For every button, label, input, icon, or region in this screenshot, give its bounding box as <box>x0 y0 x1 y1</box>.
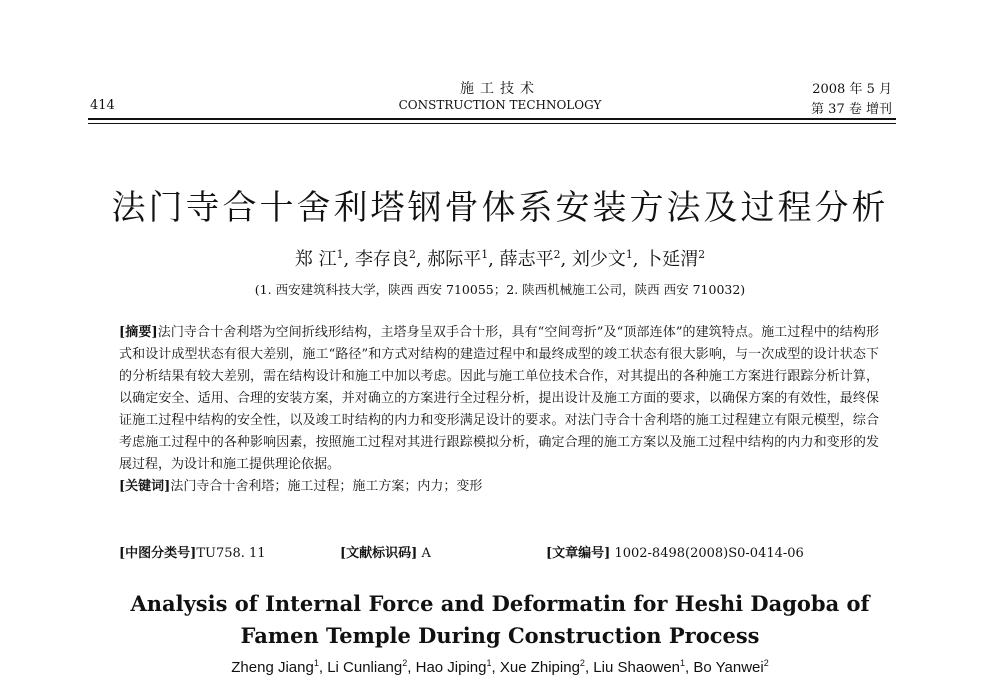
issue-date: 2008 年 5 月 <box>812 82 892 97</box>
header-rule-thick <box>88 118 896 120</box>
author-cn: 郑 江 <box>294 249 337 270</box>
author-en: Hao Jiping <box>415 659 487 676</box>
author-affil-mark: 2 <box>763 658 769 668</box>
keywords-text: 法门寺合十舍利塔；施工过程；施工方案；内力；变形 <box>170 479 483 494</box>
author-affil-mark: 1 <box>336 248 344 261</box>
paper-title-cn: 法门寺合十舍利塔钢骨体系安装方法及过程分析 <box>111 188 889 228</box>
author-list-cn: 郑 江$^1$, 李存良$^2$, 郝际平$^1$, 薛志平$^2$, 刘少文$^1$, 卜延渭$^2$ <box>294 248 706 270</box>
author-affil-mark: 2 <box>408 248 416 261</box>
author-affil-mark: 1 <box>680 658 686 668</box>
author-cn: 刘少文 <box>571 249 626 270</box>
abstract-label: [摘要] <box>119 325 158 340</box>
author-en: Liu Shaowen <box>593 659 681 676</box>
paper-title-en-line1: Analysis of Internal Force and Deformatin for Heshi Dagoba of <box>130 591 870 616</box>
abstract-text: 法门寺合十舍利塔为空间折线形结构，主塔身呈双手合十形，具有“空间弯折”及“顶部连体”的建筑特点。施工过程中的结构形式和设计成型状态有很大差别，施工“路径”和方式对结构的建造过程中和最终成型的竣工状态有很大影响，与一次成型的设计状态下的分析结果有较大差别，需在结构设计和施工中加以考虑。因此与施工单位技术合作，对其提出的各种施工方案进行跟踪分析计算，以确定安全、适用、合理的安装方案，并对确立的方案进行全过程分析，提出设计及施工方面的要求，以确保方案的有效性，最终保证施工过程中结构的安全性，以及竣工时结构的内力和变形满足设计的要求。对法门寺合十舍利塔的施工过程建立有限元模型，综合考虑施工过程中的各种影响因素，按照施工过程对其进行跟踪模拟分析，确定合理的施工方案以及施工过程中结构的内力和变形的发展过程，为设计和施工提供理论依据。 <box>119 325 879 472</box>
author-affil-mark: 1 <box>481 248 489 261</box>
doc-code-group <box>340 542 431 561</box>
article-no-value: 1002-8498(2008)S0-0414-06 <box>614 546 804 561</box>
author-affil-mark: 1 <box>486 658 492 668</box>
author-en: Li Cunliang <box>327 659 403 676</box>
author-affil-mark: 2 <box>402 658 408 668</box>
abstract <box>119 322 879 498</box>
author-en: Zheng Jiang <box>231 659 314 676</box>
volume-issue: 第 37 卷 增刊 <box>811 102 892 117</box>
author-cn: 郝际平 <box>427 249 482 270</box>
article-no-group <box>546 542 804 561</box>
doc-code-value: A <box>421 546 431 561</box>
author-affil-mark: 2 <box>698 248 706 261</box>
article-no-label: [文章编号] <box>546 546 611 561</box>
author-affil-mark: 2 <box>553 248 561 261</box>
author-cn: 卜延渭 <box>644 249 699 270</box>
paper-title-en <box>0 588 1000 652</box>
author-en: Bo Yanwei <box>693 659 764 676</box>
clc-group <box>119 542 266 561</box>
keywords-label: [关键词] <box>119 479 171 494</box>
doc-code-label: [文献标识码] <box>340 546 418 561</box>
author-list-en: Zheng Jiang$^1$, Li Cunliang$^2$, Hao Jiping$^1$, Xue Zhiping$^2$, Liu Shaowen$^1$, Bo Yanwei$^2$ <box>231 658 769 676</box>
journal-title-cn: 施工技术 <box>460 81 540 97</box>
header-rule-thin <box>88 123 896 124</box>
clc-label: [中图分类号] <box>119 546 197 561</box>
journal-title-en: CONSTRUCTION TECHNOLOGY <box>398 98 602 112</box>
page-header <box>0 0 1000 130</box>
page-number: 414 <box>90 98 115 113</box>
author-affil-mark: 1 <box>625 248 633 261</box>
clc-value: TU758. 11 <box>196 546 266 561</box>
author-en: Xue Zhiping <box>499 659 580 676</box>
author-cn: 薛志平 <box>499 249 554 270</box>
author-affil-mark: 2 <box>579 658 585 668</box>
affiliations-cn: (1. 西安建筑科技大学，陕西 西安 710055；2. 陕西机械施工公司，陕西 西安 710032) <box>254 282 746 297</box>
paper-title-en-line2: Famen Temple During Construction Process <box>240 623 760 648</box>
author-cn: 李存良 <box>354 249 409 270</box>
author-affil-mark: 1 <box>313 658 319 668</box>
